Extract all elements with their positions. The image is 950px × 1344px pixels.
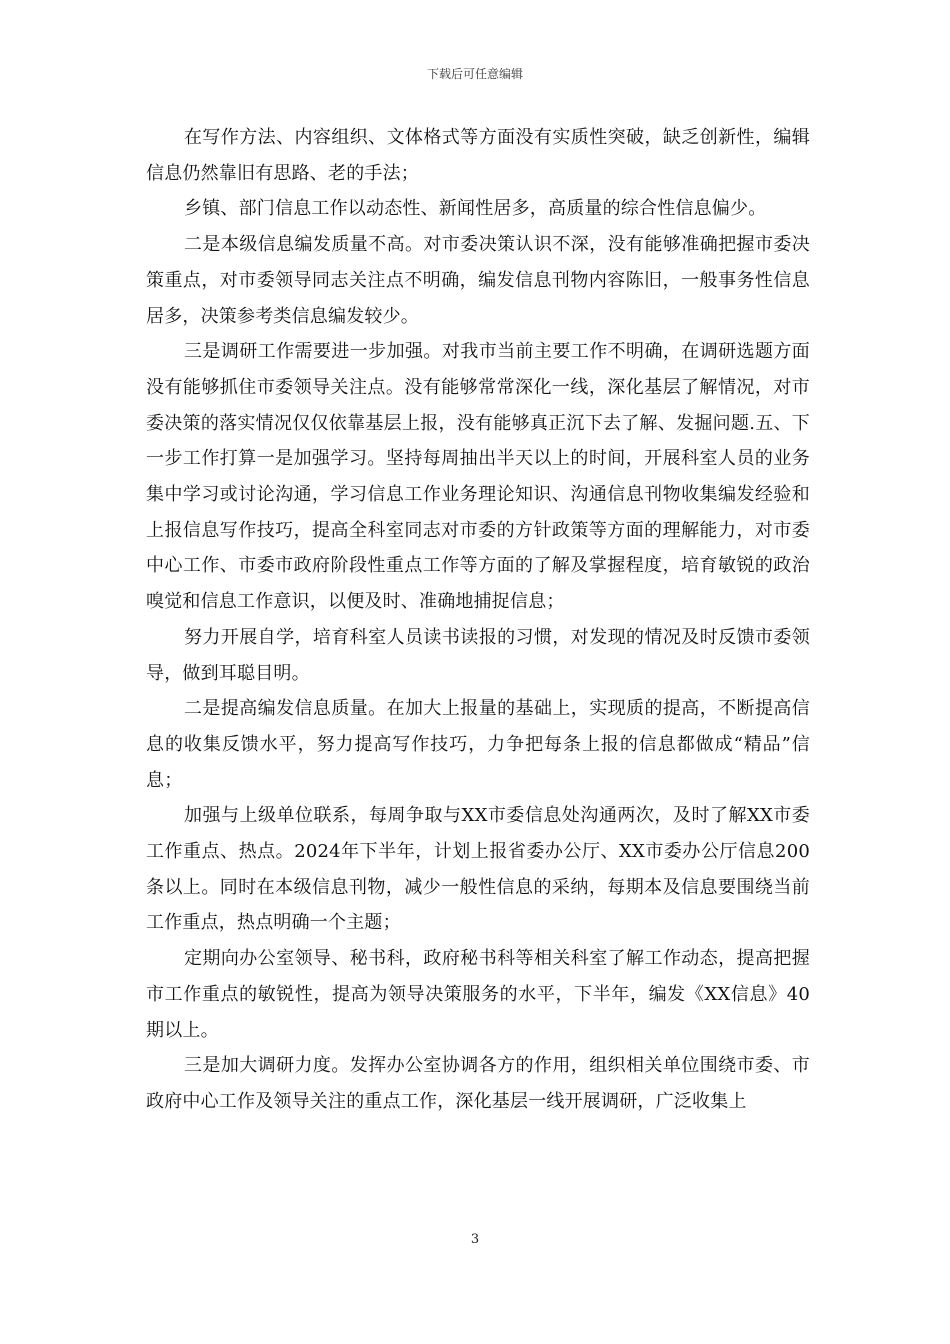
paragraph: 努力开展自学，培育科室人员读书读报的习惯，对发现的情况及时反馈市委领导，做到耳聪目明。 [146, 626, 810, 684]
paragraph: 二是本级信息编发质量不高。对市委决策认识不深，没有能够准确把握市委决策重点，对市委领导同志关注点不明确，编发信息刊物内容陈旧，一般事务性信息居多，决策参考类信息编发较少。 [146, 234, 810, 327]
paragraph: 定期向办公室领导、秘书科，政府秘书科等相关科室了解工作动态，提高把握市工作重点的敏锐性，提高为领导决策服务的水平，下半年，编发《XX信息》40期以上。 [146, 948, 810, 1041]
paragraph: 三是加大调研力度。发挥办公室协调各方的作用，组织相关单位围绕市委、市政府中心工作及领导关注的重点工作，深化基层一线开展调研，广泛收集上 [146, 1055, 810, 1112]
document-body [146, 120, 810, 1120]
paragraph: 在写作方法、内容组织、文体格式等方面没有实质性突破，缺乏创新性，编辑信息仍然靠旧有思路、老的手法； [146, 127, 810, 184]
paragraph: 乡镇、部门信息工作以动态性、新闻性居多，高质量的综合性信息偏少。 [184, 198, 767, 220]
paragraph: 二是提高编发信息质量。在加大上报量的基础上，实现质的提高，不断提高信息的收集反馈水平，努力提高写作技巧，力争把每条上报的信息都做成“精品”信息； [146, 698, 810, 791]
paragraph: 三是调研工作需要进一步加强。对我市当前主要工作不明确，在调研选题方面没有能够抓住市委领导关注点。没有能够常常深化一线，深化基层了解情况，对市委决策的落实情况仅仅依靠基层上报，没有能够真正沉下去了解、发掘问题.五、下一步工作打算一是加强学习。坚持每周抽出半天以上的时间，开展科室人员的业务集中学习或讨论沟通，学习信息工作业务理论知识、沟通信息刊物收集编发经验和上报信息写作技巧，提高全科室同志对市委的方针政策等方面的理解能力，对市委中心工作、市委市政府阶段性重点工作等方面的了解及掌握程度，培育敏锐的政治嗅觉和信息工作意识，以便及时、准确地捕捉信息； [146, 341, 810, 613]
page-number: 3 [470, 1232, 480, 1247]
page-header: 下载后可任意编辑 [426, 67, 523, 81]
paragraph: 加强与上级单位联系，每周争取与XX市委信息处沟通两次，及时了解XX市委工作重点、热点。2024年下半年，计划上报省委办公厅、XX市委办公厅信息200条以上。同时在本级信息刊物，减少一般性信息的采纳，每期本及信息要围绕当前工作重点，热点明确一个主题； [146, 805, 810, 934]
